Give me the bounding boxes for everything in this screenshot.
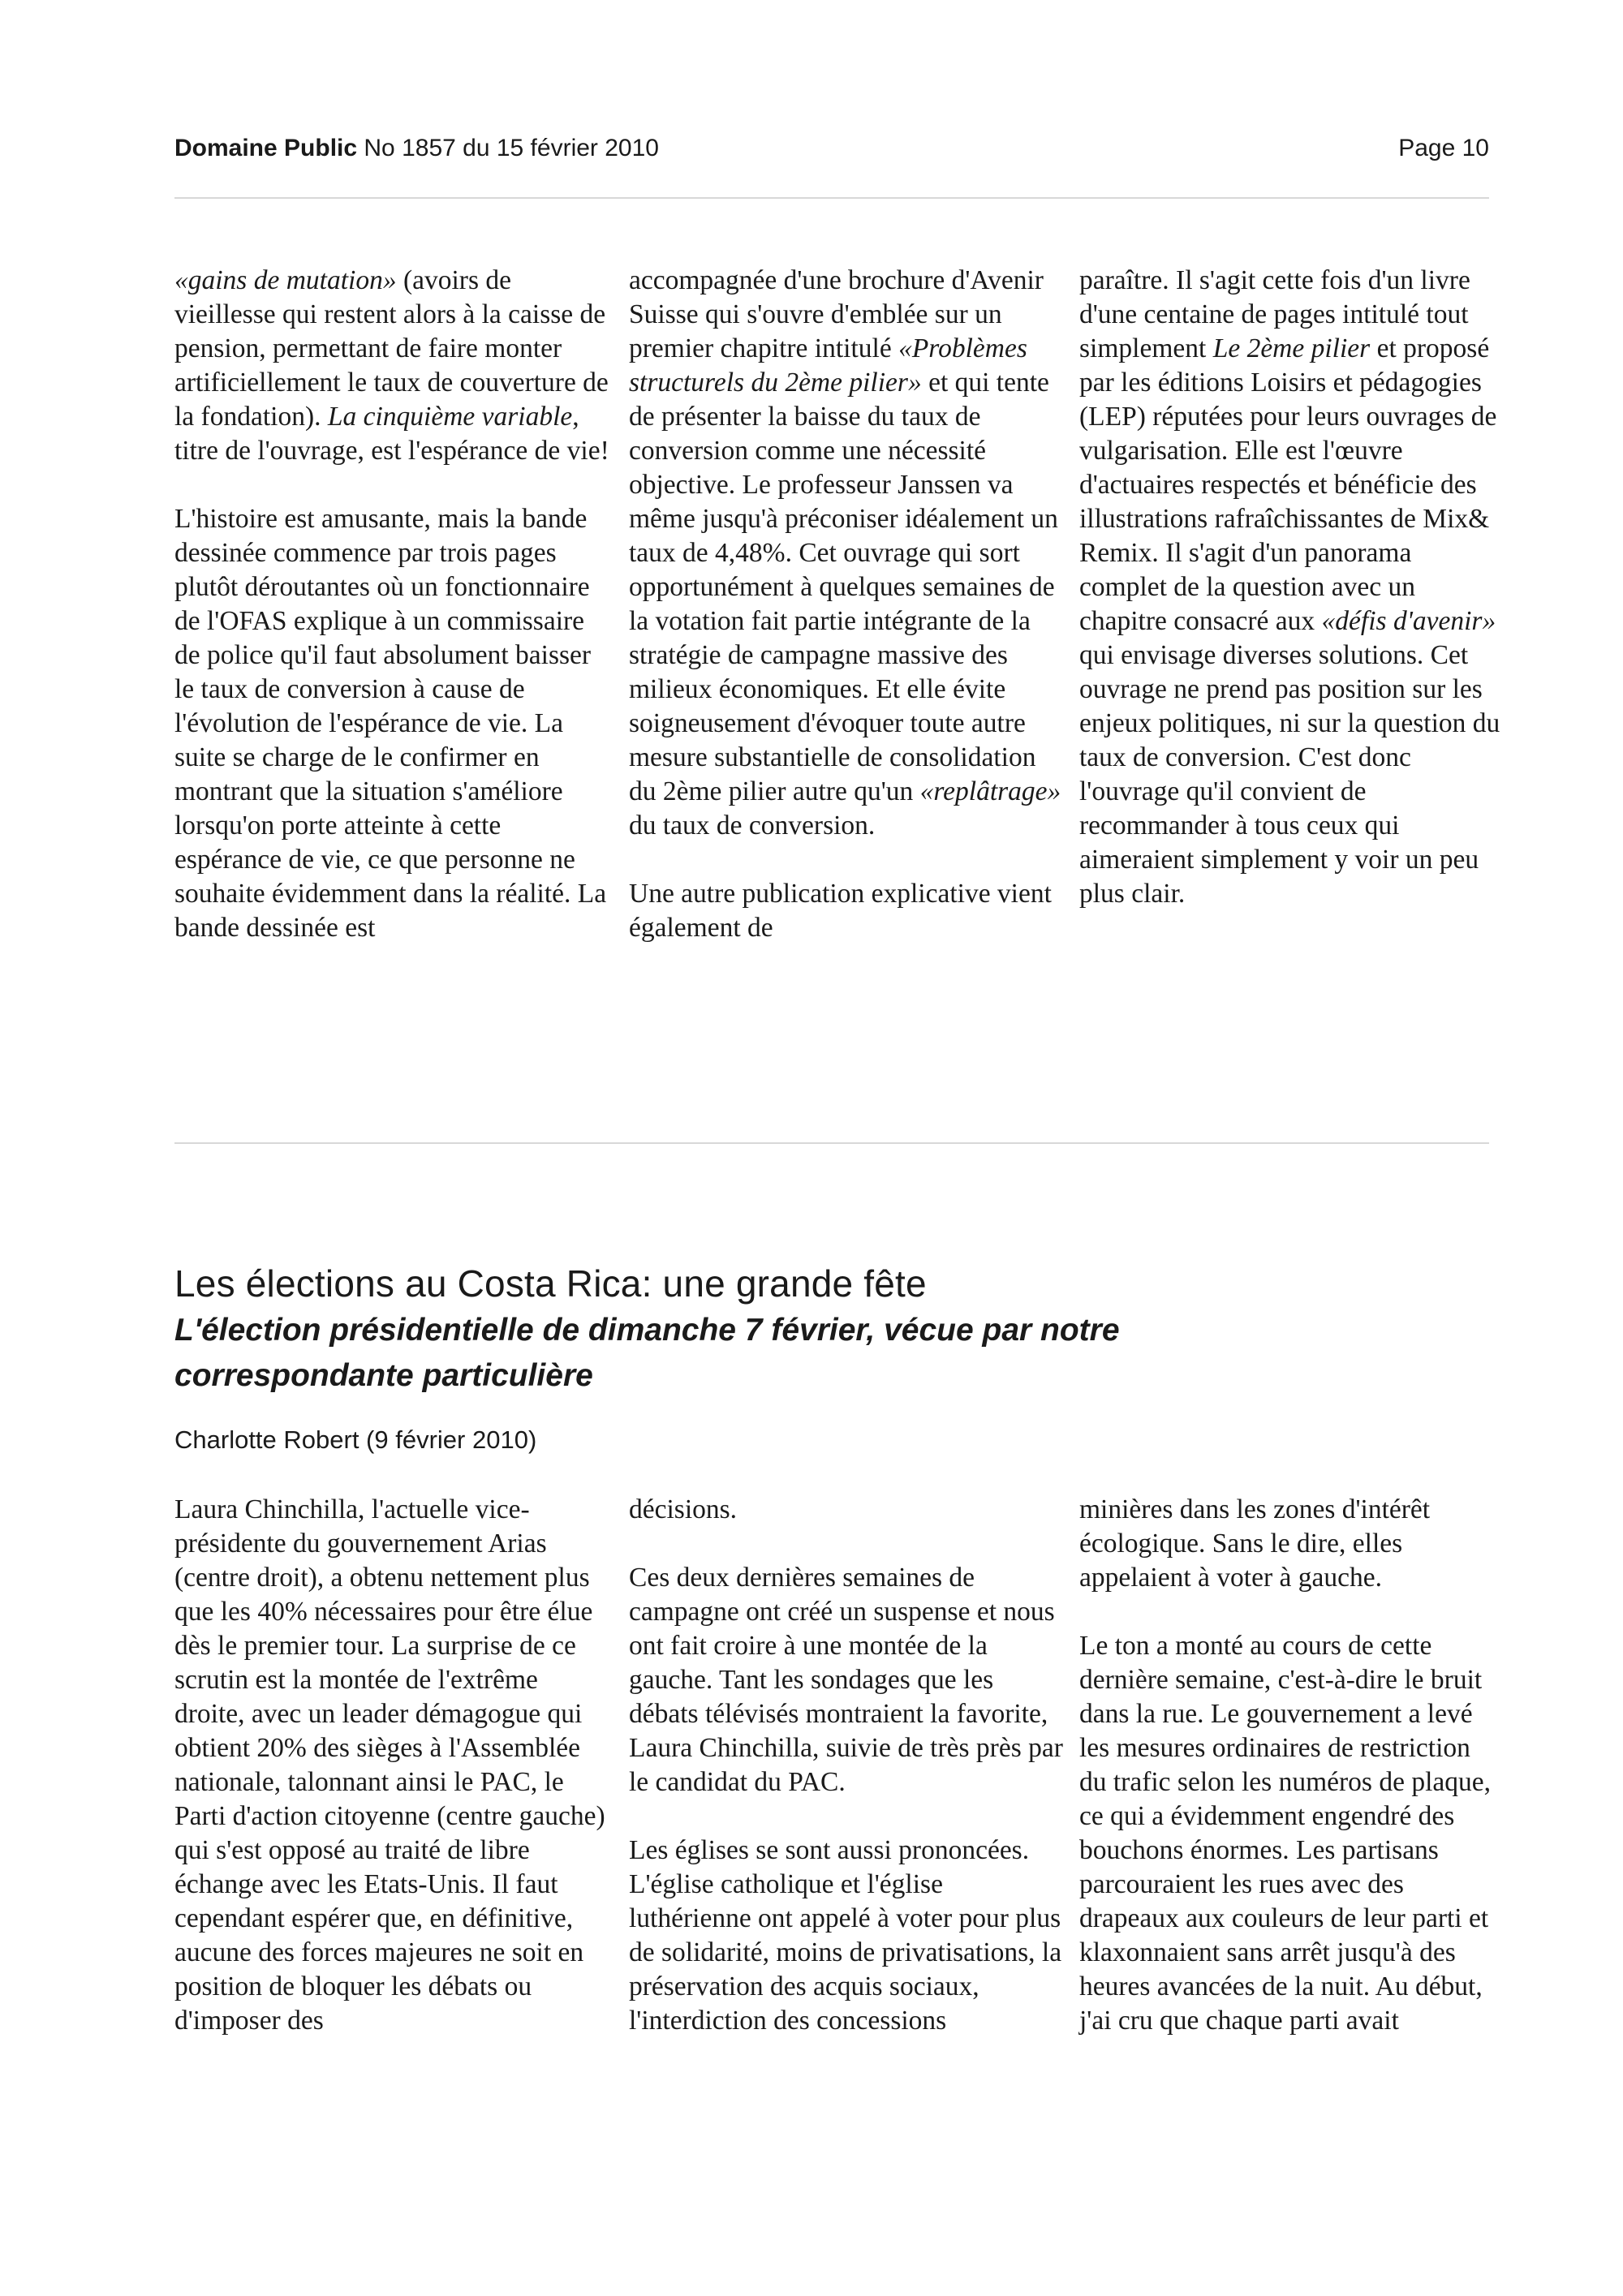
- italic-term: «gains de mutation»: [174, 265, 397, 295]
- paragraph: Les églises se sont aussi prononcées. L'église catholique et l'église luthérienne ont appelé à voter pour plus de solidarité, moins de privatisations, la préservation des acquis sociaux, l'interdiction des concessions: [629, 1835, 1062, 2036]
- paragraph: [1079, 264, 1501, 911]
- paragraph: décisions.: [629, 1494, 738, 1524]
- publication-name: Domaine Public: [174, 135, 358, 161]
- paragraph: [174, 264, 613, 468]
- text-run: et qui tente de présenter la baisse du taux de conversion comme une nécessité objective. Le professeur Janssen va même jusqu'à préconiser idéalement un taux de 4,48%. Cet ouvrage qui sort opportunément à quelques semaines de la votation fait partie intégrante de la stratégie de campagne massive des milieux économiques. Et elle évite soigneusement d'évoquer toute autre mesure substantielle de consolidation du 2ème pilier autre qu'un: [629, 368, 1058, 806]
- text-run: (avoirs de vieillesse qui restent alors à la caisse de pension, permettant de faire monter artificiellement le taux de couverture de la fondation).: [174, 265, 609, 432]
- article-column-3: [1079, 1493, 1501, 2038]
- top-article-column-3: [1079, 264, 1501, 911]
- article-subtitle: L'élection présidentielle de dimanche 7 février, vécue par notre correspondante particulière: [174, 1313, 1120, 1393]
- text-run: accompagnée d'une brochure d'Avenir Suisse qui s'ouvre d'emblée sur un premier chapitre intitulé: [629, 265, 1044, 363]
- top-article-column-2: [629, 264, 1067, 945]
- issue-info: No 1857 du 15 février 2010: [364, 135, 659, 161]
- paragraph: L'histoire est amusante, mais la bande dessinée commence par trois pages plutôt déroutantes où un fonctionnaire de l'OFAS explique à un commissaire de police qu'il faut absolument baisser le taux de conversion à cause de l'évolution de l'espérance de vie. La suite se charge de le confirmer en montrant que la situation s'améliore lorsqu'on porte atteinte à cette espérance de vie, ce que personne ne souhaite évidemment dans la réalité. La bande dessinée est: [174, 504, 607, 943]
- paragraph: Une autre publication explicative vient également de: [629, 879, 1052, 943]
- paragraph: Le ton a monté au cours de cette dernière semaine, c'est-à-dire le bruit dans la rue. Le gouvernement a levé les mesures ordinaires de restriction du trafic selon les numéros de plaque, ce qui a évidemment engendré des bouchons énormes. Les partisans parcouraient les rues avec des drapeaux aux couleurs de leur parti et klaxonnaient sans arrêt jusqu'à des heures avancées de la nuit. Au début, j'ai cru que chaque parti avait: [1079, 1631, 1491, 2036]
- article-title: Les élections au Costa Rica: une grande fête: [174, 1262, 927, 1305]
- italic-title: «Problèmes structurels du 2ème pilier»: [629, 333, 1027, 398]
- article-column-1: [174, 1493, 613, 2038]
- italic-title: La cinquième variable: [327, 402, 573, 432]
- text-run: paraître. Il s'agit cette fois d'un livre d'une centaine de pages intitulé tout simplement: [1079, 265, 1470, 363]
- paragraph: Ces deux dernières semaines de campagne ont créé un suspense et nous ont fait croire à une montée de la gauche. Tant les sondages que les débats télévisés montraient la favorite, Laura Chinchilla, suivie de très près par le candidat du PAC.: [629, 1563, 1063, 1797]
- top-article-column-1: [174, 264, 613, 945]
- paragraph: minières dans les zones d'intérêt écologique. Sans le dire, elles appelaient à voter à gauche.: [1079, 1494, 1431, 1593]
- text-run: qui envisage diverses solutions. Cet ouvrage ne prend pas position sur les enjeux politiques, ni sur la question du taux de conversion. C'est donc l'ouvrage qu'il convient de recommander à tous ceux qui aimeraient simplement y voir un peu plus clair.: [1079, 640, 1500, 909]
- italic-title: Le 2ème pilier: [1212, 333, 1371, 363]
- italic-term: «défis d'avenir»: [1321, 606, 1496, 636]
- text-run: , titre de l'ouvrage, est l'espérance de vie!: [174, 402, 609, 466]
- section-divider: [174, 1142, 1489, 1144]
- page-number: Page 10: [1398, 135, 1489, 161]
- article-column-2: [629, 1493, 1067, 2038]
- paragraph: Laura Chinchilla, l'actuelle vice-présidente du gouvernement Arias (centre droit), a obtenu nettement plus que les 40% nécessaires pour être élue dès le premier tour. La surprise de ce scrutin est la montée de l'extrême droite, avec un leader démagogue qui obtient 20% des sièges à l'Assemblée nationale, talonnant ainsi le PAC, le Parti d'action citoyenne (centre gauche) qui s'est opposé au traité de libre échange avec les Etats-Unis. Il faut cependant espérer que, en définitive, aucune des forces majeures ne soit en position de bloquer les débats ou d'imposer des: [174, 1494, 605, 2036]
- text-run: du taux de conversion.: [629, 810, 876, 841]
- italic-term: «replâtrage»: [919, 776, 1061, 806]
- page-header: [174, 135, 1489, 167]
- header-divider: [174, 197, 1489, 199]
- header-publication-line: [174, 135, 659, 162]
- text-run: et proposé par les éditions Loisirs et pédagogies (LEP) réputées pour leurs ouvrages de vulgarisation. Elle est l'œuvre d'actuaires respectés et bénéficie des illustrations rafraîchissantes de Mix& Remix. Il s'agit d'un panorama complet de la question avec un chapitre consacré aux: [1079, 333, 1497, 636]
- paragraph: [629, 264, 1067, 843]
- article-byline: Charlotte Robert (9 février 2010): [174, 1425, 537, 1454]
